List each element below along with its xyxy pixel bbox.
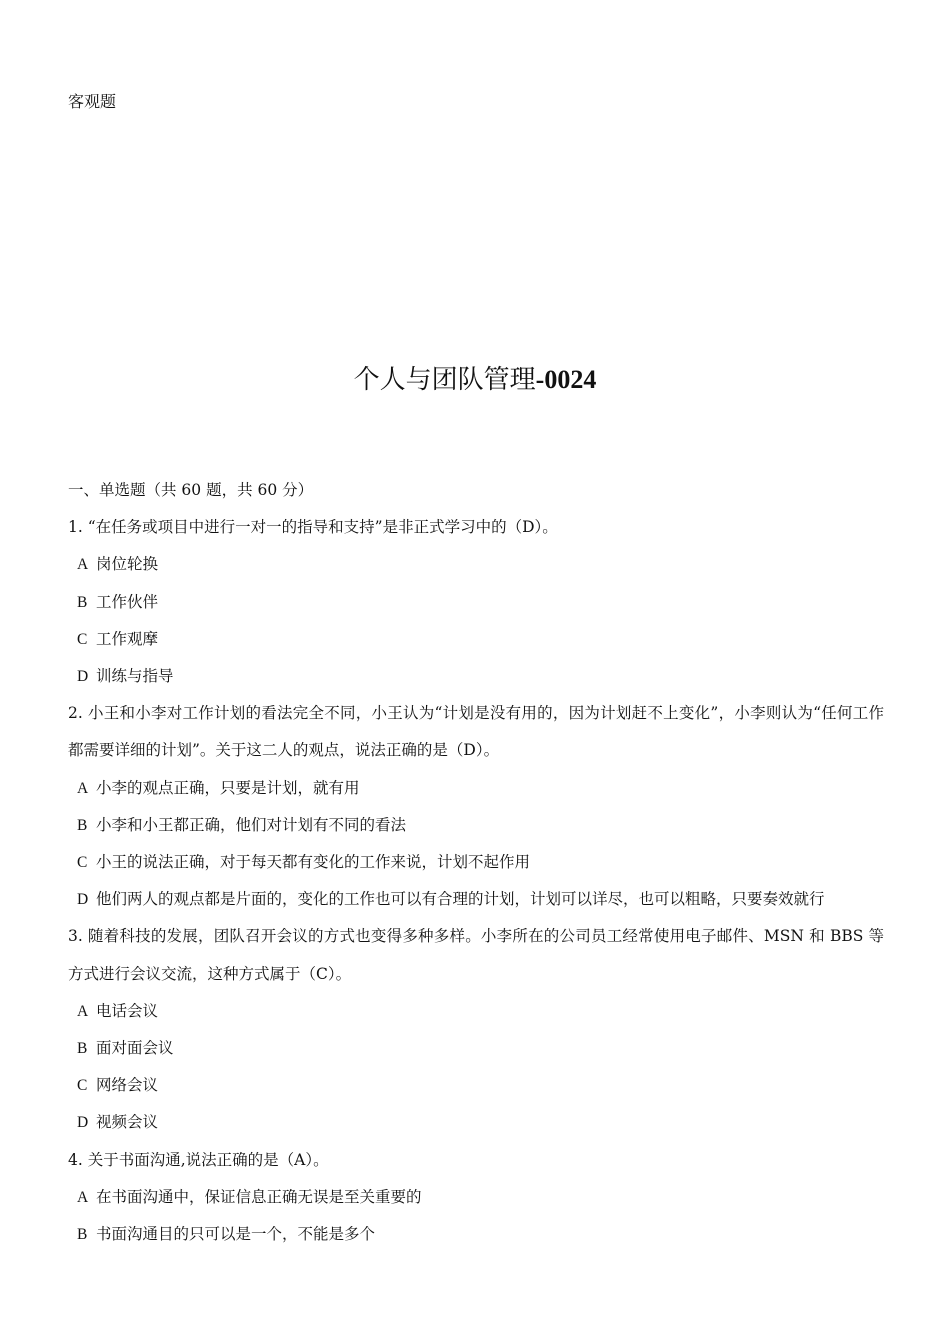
option-3d — [68, 1104, 884, 1141]
option-3b — [68, 1030, 884, 1067]
option-text: 小王的说法正确，对于每天都有变化的工作来说，计划不起作用 — [96, 853, 531, 872]
option-letter: B — [77, 593, 88, 611]
option-3c — [68, 1067, 884, 1104]
option-4a — [68, 1179, 884, 1216]
option-text: 小李的观点正确，只要是计划，就有用 — [96, 778, 360, 797]
option-1a — [68, 546, 884, 583]
question-2: 2. 小王和小李对工作计划的看法完全不同，小王认为“计划是没有用的，因为计划赶不上变化”，小李则认为“任何工作都需要详细的计划”。关于这二人的观点，说法正确的是（D）。 — [68, 704, 884, 760]
section-heading: 一、单选题（共 60 题，共 60 分） — [68, 481, 314, 499]
option-text: 书面沟通目的只可以是一个，不能是多个 — [96, 1225, 376, 1244]
option-text: 面对面会议 — [96, 1039, 174, 1058]
option-text: 工作观摩 — [96, 629, 159, 648]
option-2b — [68, 807, 884, 844]
option-1c — [68, 621, 884, 658]
title-text: 个人与团队管理 — [353, 365, 536, 395]
option-text: 在书面沟通中，保证信息正确无误是至关重要的 — [96, 1187, 422, 1206]
question-4: 4. 关于书面沟通,说法正确的是（A）。 — [68, 1150, 329, 1169]
option-2c — [68, 844, 884, 881]
document-title — [0, 364, 950, 396]
option-1d — [68, 658, 884, 695]
option-text: 岗位轮换 — [96, 555, 159, 574]
option-letter: A — [77, 1002, 89, 1020]
option-letter: A — [77, 556, 89, 574]
option-4b — [68, 1216, 884, 1253]
option-text: 网络会议 — [96, 1076, 159, 1095]
question-1: 1. “在任务或项目中进行一对一的指导和支持”是非正式学习中的（D）。 — [68, 518, 558, 537]
option-text: 视频会议 — [96, 1113, 159, 1132]
option-1b — [68, 584, 884, 621]
option-letter: B — [77, 1226, 88, 1244]
title-code: -0024 — [535, 365, 597, 394]
option-letter: B — [77, 816, 88, 834]
option-text: 训练与指导 — [96, 667, 174, 686]
question-body — [68, 472, 884, 1253]
option-text: 小李和小王都正确，他们对计划有不同的看法 — [96, 815, 407, 834]
option-2a — [68, 770, 884, 807]
option-letter: A — [77, 779, 89, 797]
option-text: 他们两人的观点都是片面的，变化的工作也可以有合理的计划，计划可以详尽，也可以粗略，只要奏效就行 — [96, 890, 825, 909]
option-letter: C — [77, 854, 88, 872]
option-text: 工作伙伴 — [96, 592, 159, 611]
option-text: 电话会议 — [96, 1001, 159, 1020]
header-label: 客观题 — [68, 92, 117, 111]
option-3a — [68, 993, 884, 1030]
option-2d — [68, 881, 884, 918]
question-3: 3. 随着科技的发展，团队召开会议的方式也变得多种多样。小李所在的公司员工经常使用电子邮件、MSN 和 BBS 等方式进行会议交流，这种方式属于（C）。 — [68, 927, 884, 983]
option-letter: A — [77, 1188, 89, 1206]
option-letter: C — [77, 1077, 88, 1095]
option-letter: D — [77, 1114, 89, 1132]
option-letter: D — [77, 891, 89, 909]
option-letter: C — [77, 630, 88, 648]
option-letter: B — [77, 1040, 88, 1058]
option-letter: D — [77, 668, 89, 686]
